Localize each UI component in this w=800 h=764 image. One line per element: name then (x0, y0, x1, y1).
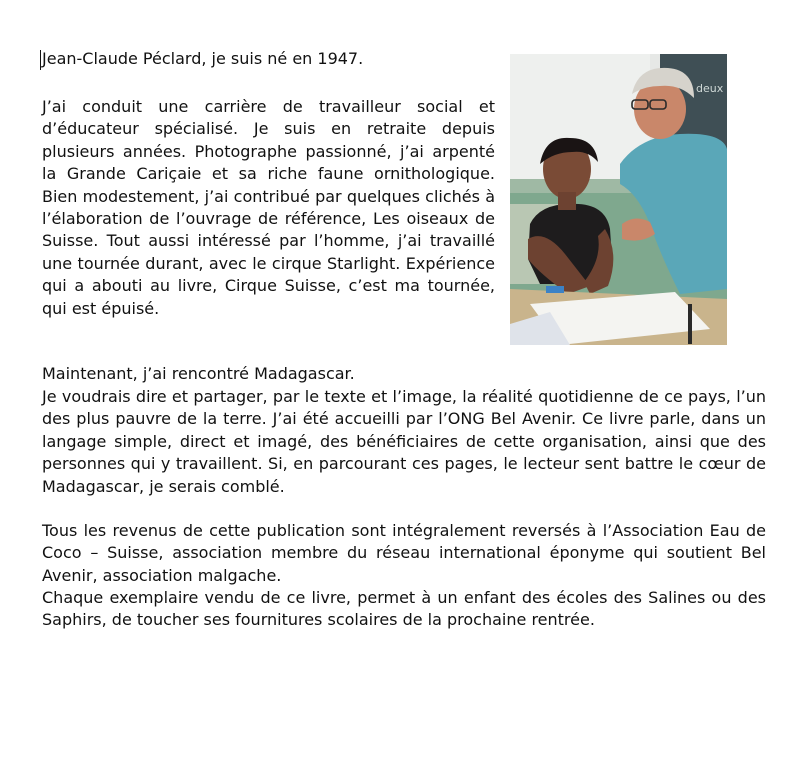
intro-line: Jean-Claude Péclard, je suis né en 1947. (42, 49, 364, 68)
revenue-paragraph: Tous les revenus de cette publication sont intégralement reversés à l’Association Eau de Coco – Suisse, association membre du réseau international éponyme qui soutient Bel Avenir, association malgache. (42, 521, 766, 585)
madagascar-paragraph: Je voudrais dire et partager, par le texte et l’image, la réalité quotidienne de ce pays, l’un des plus pauvre de la terre. J’ai été accueilli par l’ONG Bel Avenir. Ce livre parle, dans un langage simple, direct et imagé, des bénéficiaires de cette organisation, ainsi que des personnes qui y travaillent. Si, en parcourant ces pages, le lecteur sent battre le cœur de Madagascar, je serais comblé. (42, 387, 766, 496)
phone (546, 286, 564, 293)
author-photo (510, 54, 727, 345)
copy-paragraph: Chaque exemplaire vendu de ce livre, permet à un enfant des écoles des Salines ou des Saphirs, de toucher ses fournitures scolaires de la prochaine rentrée. (42, 588, 766, 630)
madagascar-line: Maintenant, j’ai rencontré Madagascar. (42, 364, 355, 383)
text-cursor (40, 50, 41, 70)
board-text: deux (696, 82, 724, 95)
bio-paragraph: J’ai conduit une carrière de travailleur social et d’éducateur spécialisé. Je suis en retraite depuis plusieurs années. Photographe passionné, j’ai arpenté la Grande Cariçaie et sa riche faune ornithologique. Bien modestement, j’ai contribué par quelques clichés à l’élaboration de l’ouvrage de référence, Les oiseaux de Suisse. Tout aussi intéressé par l’homme, j’ai travaillé une tournée durant, avec le cirque Starlight. Expérience qui a abouti au livre, Cirque Suisse, c’est ma tournée, qui est épuisé. (42, 97, 495, 318)
